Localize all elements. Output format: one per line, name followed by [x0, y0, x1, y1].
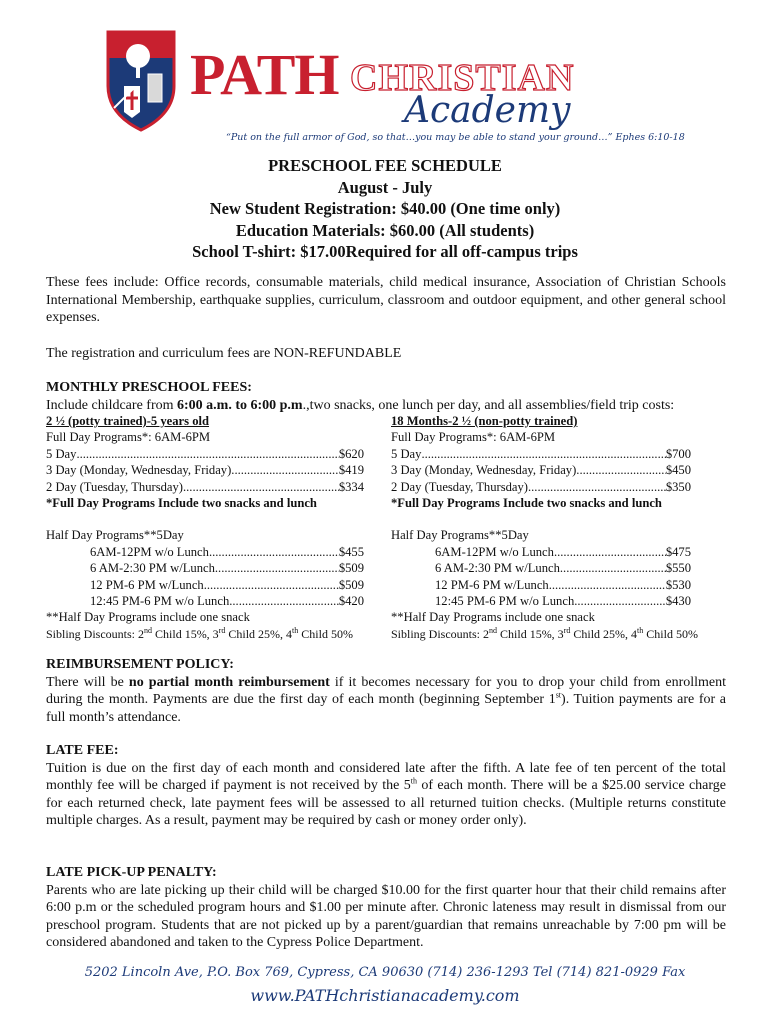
fee-label: 6 AM-2:30 PM w/Lunch: [90, 561, 215, 576]
half-day-label: Half Day Programs**5Day: [391, 528, 529, 543]
fee-row: [391, 544, 691, 560]
late-pickup-heading: LATE PICK-UP PENALTY:: [46, 865, 217, 880]
brand-christian: CHRISTIAN: [350, 57, 575, 99]
full-day-label: Full Day Programs*: 6AM-6PM: [46, 430, 211, 445]
fee-label: 12:45 PM-6 PM w/o Lunch: [90, 594, 230, 609]
sibling-sup: nd: [144, 625, 153, 635]
fee-label: 12 PM-6 PM w/Lunch: [90, 577, 204, 592]
title-line: PRESCHOOL FEE SCHEDULE: [268, 156, 502, 175]
scripture-tagline: “Put on the full armor of God, so that…you may be able to stand your ground…” Ephes 6:10-18: [226, 132, 685, 143]
fee-amount: $475: [665, 544, 691, 559]
fee-row: [46, 544, 364, 560]
non-potty-trained-fees-column: [391, 413, 698, 642]
fee-label: 5 Day: [46, 446, 77, 461]
fee-amount: $455: [338, 544, 364, 559]
column-heading: 2 ½ (potty trained)-5 years old: [46, 414, 209, 428]
sibling-text: Child 15%, 3: [497, 626, 564, 641]
sibling-text: Child 25%, 4: [570, 626, 638, 641]
fee-amount: $350: [665, 479, 691, 494]
fee-amount: $509: [338, 561, 364, 576]
sibling-text: Child 25%, 4: [225, 626, 293, 641]
include-hours: 6:00 a.m. to 6:00 p.m: [177, 397, 303, 413]
fee-amount: $530: [665, 577, 691, 592]
tshirt-note: Required for all off-campus trips: [345, 242, 578, 261]
sibling-text: Child 50%: [643, 626, 698, 641]
tshirt-price: School T-shirt: $17.00: [192, 242, 346, 261]
fee-label: 5 Day: [391, 446, 422, 461]
sibling-text: Sibling Discounts: 2: [46, 626, 145, 641]
full-day-label: Full Day Programs*: 6AM-6PM: [391, 430, 556, 445]
fee-amount: $450: [665, 463, 691, 478]
crest-shield-icon: [104, 28, 178, 132]
reimbursement-section: [46, 656, 726, 726]
tshirt-fee: [0, 241, 770, 263]
include-pre: Include childcare from: [46, 397, 177, 413]
reimbursement-emphasis: no partial month reimbursement: [128, 674, 330, 690]
potty-trained-fees-column: [46, 413, 364, 642]
fee-row: [46, 560, 364, 576]
fee-label: 3 Day (Monday, Wednesday, Friday): [46, 463, 232, 478]
sibling-text: Child 50%: [298, 626, 353, 641]
fee-row: [391, 446, 691, 462]
fee-label: 12 PM-6 PM w/Lunch: [435, 577, 549, 592]
fee-label: 6AM-12PM w/o Lunch: [435, 544, 554, 559]
half-day-note: **Half Day Programs include one snack: [46, 610, 250, 625]
fee-label: 6AM-12PM w/o Lunch: [90, 544, 209, 559]
fee-amount: $334: [338, 479, 364, 494]
half-day-note: **Half Day Programs include one snack: [391, 610, 595, 625]
late-fee-text: [46, 760, 726, 830]
reimbursement-text-part: if it becomes necessary for you to drop your child from enrollment during the month. Payments are due the first day of each month (beginning September 1: [46, 674, 727, 707]
sibling-sup: th: [637, 625, 644, 635]
late-pickup-text: Parents who are late picking up their child will be charged $10.00 for the first quarter hour that their child remains after 6:00 p.m or the scheduled program hours and $1.00 per minute after. Chronic lateness may result in dismissal from our preschool program. Students that are not picked up by a parent/guardian that remains unreachable by 7:00 pm will be considered abandoned and taken to the Cypress Police Department.: [46, 882, 726, 950]
include-post: .,two snacks, one lunch per day, and all assemblies/field trip costs:: [302, 397, 675, 413]
fee-row: [391, 479, 691, 495]
footer-address: 5202 Lincoln Ave, P.O. Box 769, Cypress, CA 90630 (714) 236-1293 Tel (714) 821-0929 Fax: [84, 965, 686, 980]
sibling-sup: nd: [489, 625, 498, 635]
fee-row: [46, 577, 364, 593]
childcare-include-text: [46, 397, 726, 415]
fee-schedule-title: [0, 155, 770, 263]
fee-amount: $620: [338, 446, 364, 461]
fee-label: 3 Day (Monday, Wednesday, Friday): [391, 463, 577, 478]
sibling-sup: rd: [563, 625, 571, 635]
late-pickup-section: [46, 864, 726, 952]
fee-row: [46, 593, 364, 609]
fee-amount: $700: [665, 446, 691, 461]
fee-amount: $430: [665, 594, 691, 609]
fee-row: [391, 560, 691, 576]
half-day-label: Half Day Programs**5Day: [46, 528, 184, 543]
reimbursement-sup: st: [555, 690, 562, 700]
registration-fee: New Student Registration: $40.00 (One time only): [209, 199, 561, 218]
fee-label: 2 Day (Tuesday, Thursday): [46, 479, 183, 494]
fee-row: [391, 593, 691, 609]
brand-path: PATH: [190, 42, 339, 107]
late-fee-sup: th: [410, 776, 417, 786]
full-day-note: *Full Day Programs Include two snacks and lunch: [46, 496, 317, 511]
fee-row: [391, 462, 691, 478]
fee-label: 2 Day (Tuesday, Thursday): [391, 479, 528, 494]
full-day-note: *Full Day Programs Include two snacks and lunch: [391, 496, 662, 511]
school-logo: [104, 28, 685, 143]
reimbursement-text: [46, 674, 726, 727]
fee-amount: $550: [665, 561, 691, 576]
sibling-text: Sibling Discounts: 2: [391, 626, 490, 641]
sibling-sup: rd: [218, 625, 226, 635]
fee-row: [46, 462, 364, 478]
monthly-fees-heading: MONTHLY PRESCHOOL FEES:: [46, 380, 252, 395]
fee-amount: $420: [338, 594, 364, 609]
fee-label: 12:45 PM-6 PM w/o Lunch: [435, 594, 575, 609]
title-period: August - July: [337, 177, 433, 197]
fee-row: [391, 577, 691, 593]
late-fee-text-part: Tuition is due on the first day of each month and considered late after the fifth. A late fee of ten percent of the total monthly fee will be charged if payment is not received by the 5: [46, 760, 726, 793]
late-fee-section: [46, 742, 726, 830]
sibling-text: Child 15%, 3: [152, 626, 219, 641]
sibling-discounts: [46, 626, 364, 642]
fee-row: [46, 446, 364, 462]
fee-amount: $419: [338, 463, 364, 478]
fee-amount: $509: [338, 577, 364, 592]
column-heading: 18 Months-2 ½ (non-potty trained): [391, 414, 578, 428]
reimbursement-heading: REIMBURSEMENT POLICY:: [46, 657, 234, 672]
materials-fee: Education Materials: $60.00 (All students): [235, 220, 535, 240]
sibling-discounts: [391, 625, 698, 642]
late-fee-heading: LATE FEE:: [46, 743, 119, 758]
brand-academy: Academy: [404, 90, 571, 131]
late-fee-text-part: of each month. There will be a $25.00 service charge for each returned check, late payment fees will be assessed to all returned tuition checks. (Multiple returns constitute multiple charges. As a result, payment may be required by cash or money order only).: [46, 778, 726, 828]
reimbursement-text-part: There will be: [46, 674, 129, 690]
non-refundable-note: The registration and curriculum fees are NON-REFUNDABLE: [46, 346, 402, 361]
sibling-sup: th: [292, 625, 299, 635]
footer-website-link[interactable]: www.PATHchristianacademy.com: [250, 986, 520, 1005]
fees-include-paragraph: These fees include: Office records, consumable materials, child medical insurance, Association of Christian Schools International Membership, earthquake supplies, curriculum, classroom and outdoor equipment, and other general school expenses.: [46, 275, 726, 325]
fee-label: 6 AM-2:30 PM w/Lunch: [435, 561, 560, 576]
monthly-fees-section: [46, 379, 726, 414]
fee-row: [46, 479, 364, 495]
reimbursement-text-part: ). Tuition payments are for a full month’s attendance.: [46, 692, 726, 725]
